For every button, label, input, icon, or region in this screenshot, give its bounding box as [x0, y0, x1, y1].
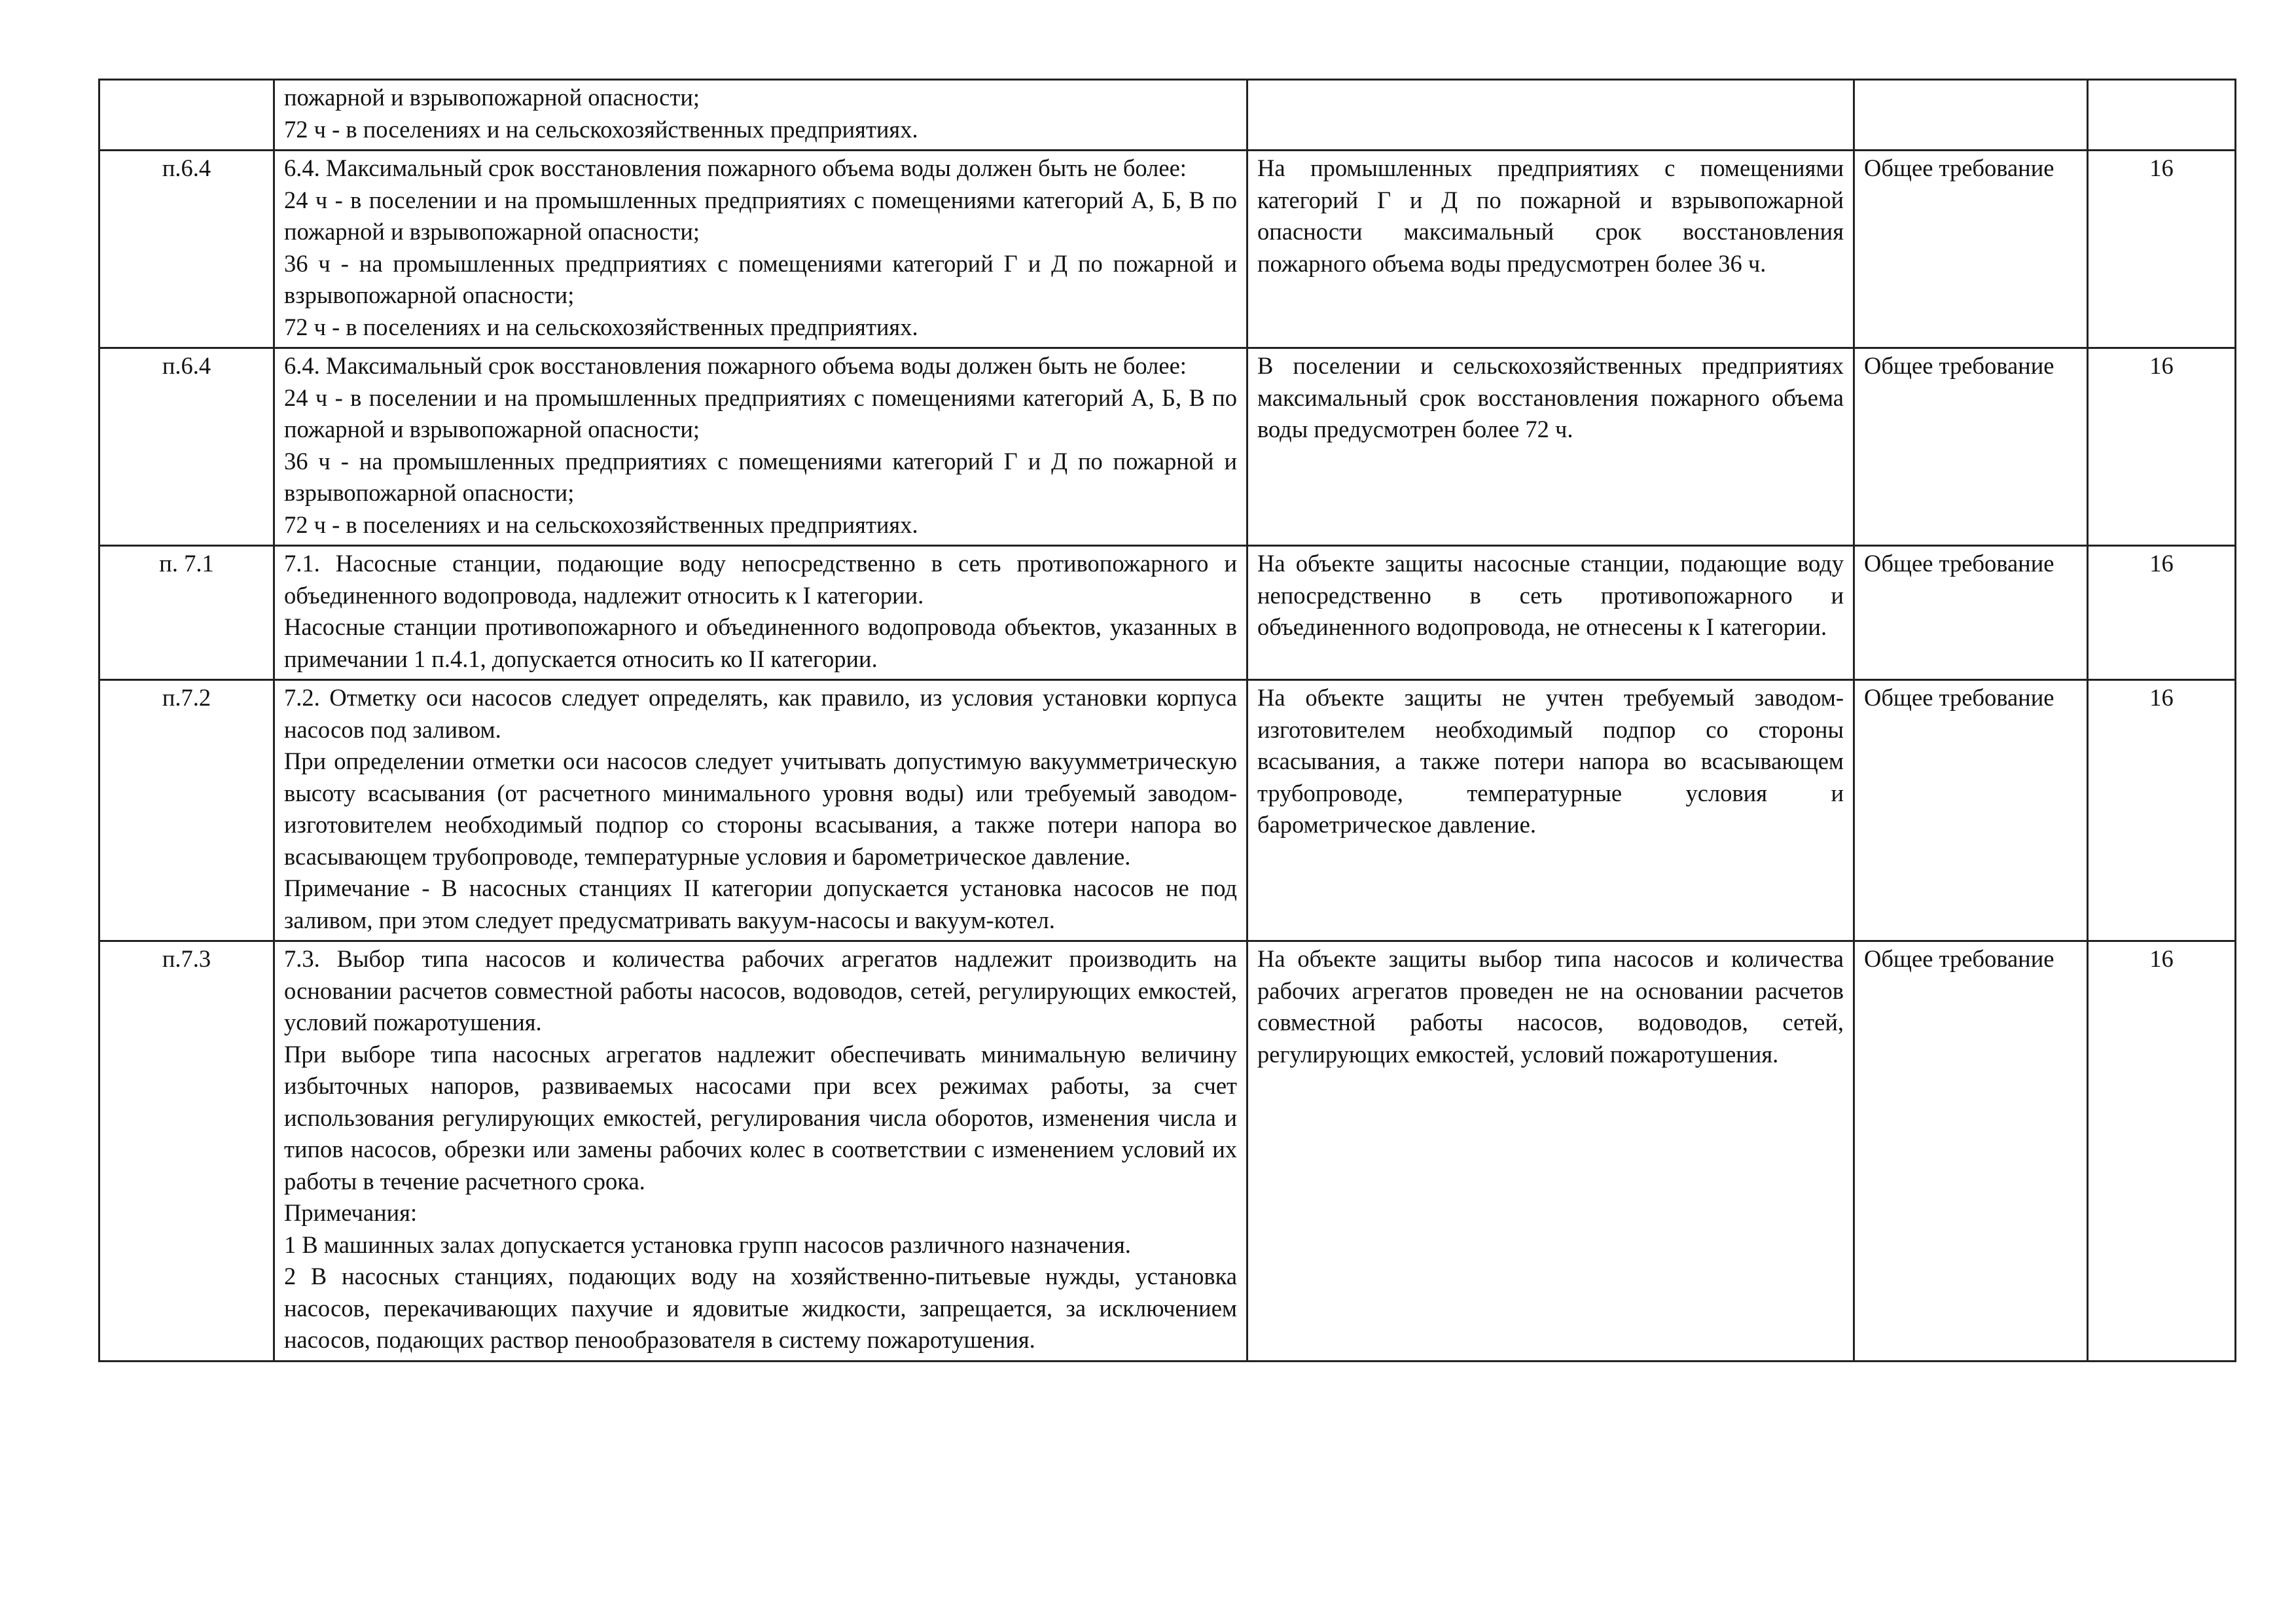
requirement-paragraph: 72 ч - в поселениях и на сельскохозяйственных предприятиях. — [284, 115, 918, 143]
number-cell: 16 — [2088, 348, 2236, 546]
requirement-paragraph: 7.3. Выбор типа насосов и количества рабочих агрегатов надлежит производить на основании расчетов совместной работы насосов, водоводов, сетей, регулирующих емкостей, условий пожаротушения. — [284, 945, 1237, 1036]
table-row — [99, 680, 2236, 941]
requirement-paragraph: 7.2. Отметку оси насосов следует определять, как правило, из условия установки корпуса насосов под заливом. — [284, 684, 1237, 743]
requirement-type-cell: Общее требование — [1854, 680, 2088, 941]
requirement-type-cell: Общее требование — [1854, 348, 2088, 546]
requirement-text-cell — [274, 80, 1247, 151]
table-row — [99, 80, 2236, 151]
table-row — [99, 941, 2236, 1362]
requirements-table — [98, 79, 2236, 1362]
requirement-text-cell — [274, 151, 1247, 348]
violation-cell: На промышленных предприятиях с помещениями категорий Г и Д по пожарной и взрывопожарной опасности максимальный срок восстановления пожарного объема воды предусмотрен более 36 ч. — [1247, 151, 1854, 348]
table-row — [99, 151, 2236, 348]
requirement-paragraph: 24 ч - в поселении и на промышленных предприятиях с помещениями категорий А, Б, В по пожарной и взрывопожарной опасности; — [284, 186, 1237, 245]
table-row — [99, 348, 2236, 546]
violation-cell — [1247, 80, 1854, 151]
requirement-type-cell: Общее требование — [1854, 151, 2088, 348]
violation-cell: В поселении и сельскохозяйственных предприятиях максимальный срок восстановления пожарного объема воды предусмотрен более 72 ч. — [1247, 348, 1854, 546]
clause-cell: п.6.4 — [99, 151, 274, 348]
clause-cell: п.7.2 — [99, 680, 274, 941]
requirement-paragraph: 2 В насосных станциях, подающих воду на хозяйственно-питьевые нужды, установка насосов, перекачивающих пахучие и ядовитые жидкости, запрещается, за исключением насосов, подающих раствор пенообразователя в систему пожаротушения. — [284, 1263, 1237, 1353]
requirement-paragraph: 72 ч - в поселениях и на сельскохозяйственных предприятиях. — [284, 511, 918, 538]
violation-cell: На объекте защиты насосные станции, подающие воду непосредственно в сеть противопожарного и объединенного водопровода, не отнесены к I категории. — [1247, 546, 1854, 680]
requirement-paragraph: 1 В машинных залах допускается установка групп насосов различного назначения. — [284, 1231, 1131, 1258]
requirement-text-cell — [274, 546, 1247, 680]
requirement-paragraph: пожарной и взрывопожарной опасности; — [284, 84, 700, 111]
requirement-paragraph: При выборе типа насосных агрегатов надлежит обеспечивать минимальную величину избыточных напоров, развиваемых насосами при всех режимах работы, за счет использования регулирующих емкостей, регулирования числа оборотов, изменения числа и типов насосов, обрезки или замены рабочих колес в соответствии с изменением условий их работы в течение расчетного срока. — [284, 1040, 1237, 1195]
violation-cell: На объекте защиты не учтен требуемый заводом-изготовителем необходимый подпор со стороны всасывания, а также потери напора во всасывающем трубопроводе, температурные условия и барометрическое давление. — [1247, 680, 1854, 941]
requirement-text-cell — [274, 941, 1247, 1362]
requirement-text-cell — [274, 680, 1247, 941]
requirement-paragraph: 6.4. Максимальный срок восстановления пожарного объема воды должен быть не более: — [284, 352, 1187, 379]
requirement-paragraph: 36 ч - на промышленных предприятиях с помещениями категорий Г и Д по пожарной и взрывопожарной опасности; — [284, 447, 1237, 506]
requirement-type-cell: Общее требование — [1854, 546, 2088, 680]
number-cell — [2088, 80, 2236, 151]
number-cell: 16 — [2088, 941, 2236, 1362]
clause-cell: п. 7.1 — [99, 546, 274, 680]
requirement-paragraph: 36 ч - на промышленных предприятиях с помещениями категорий Г и Д по пожарной и взрывопожарной опасности; — [284, 249, 1237, 308]
requirement-text-cell — [274, 348, 1247, 546]
requirement-paragraph: Примечания: — [284, 1199, 418, 1226]
requirement-paragraph: 6.4. Максимальный срок восстановления пожарного объема воды должен быть не более: — [284, 154, 1187, 181]
requirement-paragraph: 7.1. Насосные станции, подающие воду непосредственно в сеть противопожарного и объединенного водопровода, надлежит относить к I категории. — [284, 550, 1237, 609]
clause-cell: п.6.4 — [99, 348, 274, 546]
clause-cell — [99, 80, 274, 151]
requirement-type-cell: Общее требование — [1854, 941, 2088, 1362]
requirement-paragraph: Примечание - В насосных станциях II категории допускается установка насосов не под заливом, при этом следует предусматривать вакуум-насосы и вакуум-котел. — [284, 875, 1237, 933]
violation-cell: На объекте защиты выбор типа насосов и количества рабочих агрегатов проведен не на основании расчетов совместной работы насосов, водоводов, сетей, регулирующих емкостей, условий пожаротушения. — [1247, 941, 1854, 1362]
requirement-paragraph: 72 ч - в поселениях и на сельскохозяйственных предприятиях. — [284, 313, 918, 340]
requirement-type-cell — [1854, 80, 2088, 151]
clause-cell: п.7.3 — [99, 941, 274, 1362]
number-cell: 16 — [2088, 151, 2236, 348]
requirement-paragraph: При определении отметки оси насосов следует учитывать допустимую вакуумметрическую высоту всасывания (от расчетного минимального уровня воды) или требуемый заводом-изготовителем необходимый подпор со стороны всасывания, а также потери напора во всасывающем трубопроводе, температурные условия и барометрическое давление. — [284, 748, 1237, 870]
requirement-paragraph: Насосные станции противопожарного и объединенного водопровода объектов, указанных в примечании 1 п.4.1, допускается относить ко II категории. — [284, 613, 1237, 672]
number-cell: 16 — [2088, 546, 2236, 680]
table-row — [99, 546, 2236, 680]
number-cell: 16 — [2088, 680, 2236, 941]
requirement-paragraph: 24 ч - в поселении и на промышленных предприятиях с помещениями категорий А, Б, В по пожарной и взрывопожарной опасности; — [284, 384, 1237, 442]
